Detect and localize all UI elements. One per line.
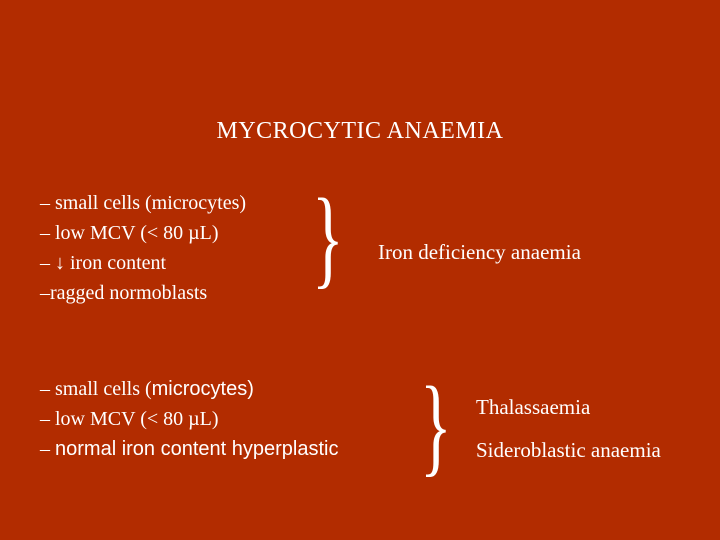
group1-line-small-cells: – small cells (microcytes) (40, 192, 247, 214)
group2-diagnosis-thalassaemia: Thalassaemia (476, 395, 591, 419)
group2-line-low-mcv (40, 404, 338, 434)
group2-line-normal-iron-text: normal iron content hyperplastic (55, 438, 339, 460)
group2-diagnosis-sideroblastic: Sideroblastic anaemia (476, 438, 661, 462)
group2-brace: } (420, 364, 452, 486)
group1-feature-list (40, 188, 246, 308)
group2-line-normal-iron (40, 434, 338, 464)
group1-diagnosis: Iron deficiency anaemia (378, 240, 581, 264)
group2-line-small-cells (40, 374, 338, 404)
slide-title: MYCROCYTIC ANAEMIA (216, 118, 504, 144)
group2-line-low-mcv-text: – low MCV (< 80 µL) (40, 408, 219, 430)
group2-line-small-cells-suffix: microcytes) (151, 378, 254, 400)
group1-line-low-mcv: – low MCV (< 80 µL) (40, 222, 219, 244)
group2-feature-list (40, 374, 338, 464)
group1-brace: } (312, 176, 344, 298)
group2-line-small-cells-prefix: – small cells ( (40, 378, 152, 400)
group1-line-iron-content: – ↓ iron content (40, 252, 167, 274)
group1-line-ragged-normoblasts: –ragged normoblasts (40, 282, 208, 304)
group2-line-normal-iron-prefix: – (40, 438, 55, 460)
